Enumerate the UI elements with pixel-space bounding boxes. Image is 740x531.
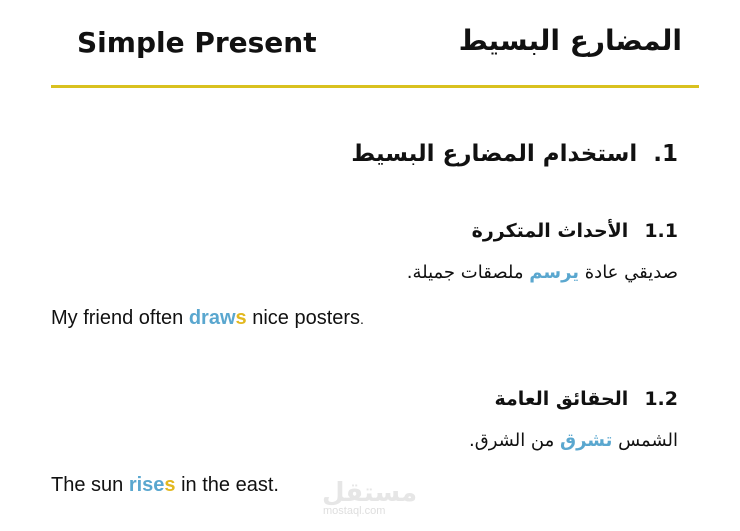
english-text: My friend often [51, 307, 189, 329]
arabic-text: الشمس [612, 430, 678, 451]
arabic-example-1 [407, 262, 678, 283]
watermark-url: mostaql.com [323, 505, 386, 517]
section-heading [351, 141, 678, 167]
english-example-2 [51, 474, 279, 497]
english-text: in the east. [175, 474, 279, 496]
english-text: The sun [51, 474, 129, 496]
verb-stem: rise [128, 474, 165, 496]
subsection-title: الحقائق العامة [494, 388, 629, 410]
subsection-number: 1.2 [644, 388, 678, 410]
english-period: . [360, 311, 364, 327]
arabic-text: ملصقات جميلة. [406, 262, 530, 283]
subsection-number: 1.1 [644, 220, 678, 242]
english-verb [129, 474, 176, 496]
arabic-verb: تشرق [560, 430, 613, 451]
english-verb [189, 307, 247, 329]
verb-suffix: s [235, 307, 247, 329]
english-text: nice posters [246, 307, 361, 329]
verb-stem: draw [188, 307, 236, 329]
subsection-heading-1 [472, 220, 678, 242]
arabic-verb: يرسم [529, 262, 580, 283]
watermark-logo: مستقل [322, 478, 418, 508]
verb-suffix: s [164, 474, 176, 496]
arabic-text: صديقي عادة [579, 262, 678, 283]
header-divider [51, 85, 699, 88]
arabic-text: من الشرق. [469, 430, 560, 451]
arabic-example-2 [469, 430, 678, 451]
title-english: Simple Present [77, 26, 317, 59]
title-arabic: المضارع البسيط [458, 24, 682, 57]
section-number: 1. [653, 141, 678, 167]
subsection-title: الأحداث المتكررة [471, 220, 629, 242]
english-example-1 [51, 307, 364, 330]
subsection-heading-2 [495, 388, 679, 410]
section-title: استخدام المضارع البسيط [351, 141, 638, 167]
